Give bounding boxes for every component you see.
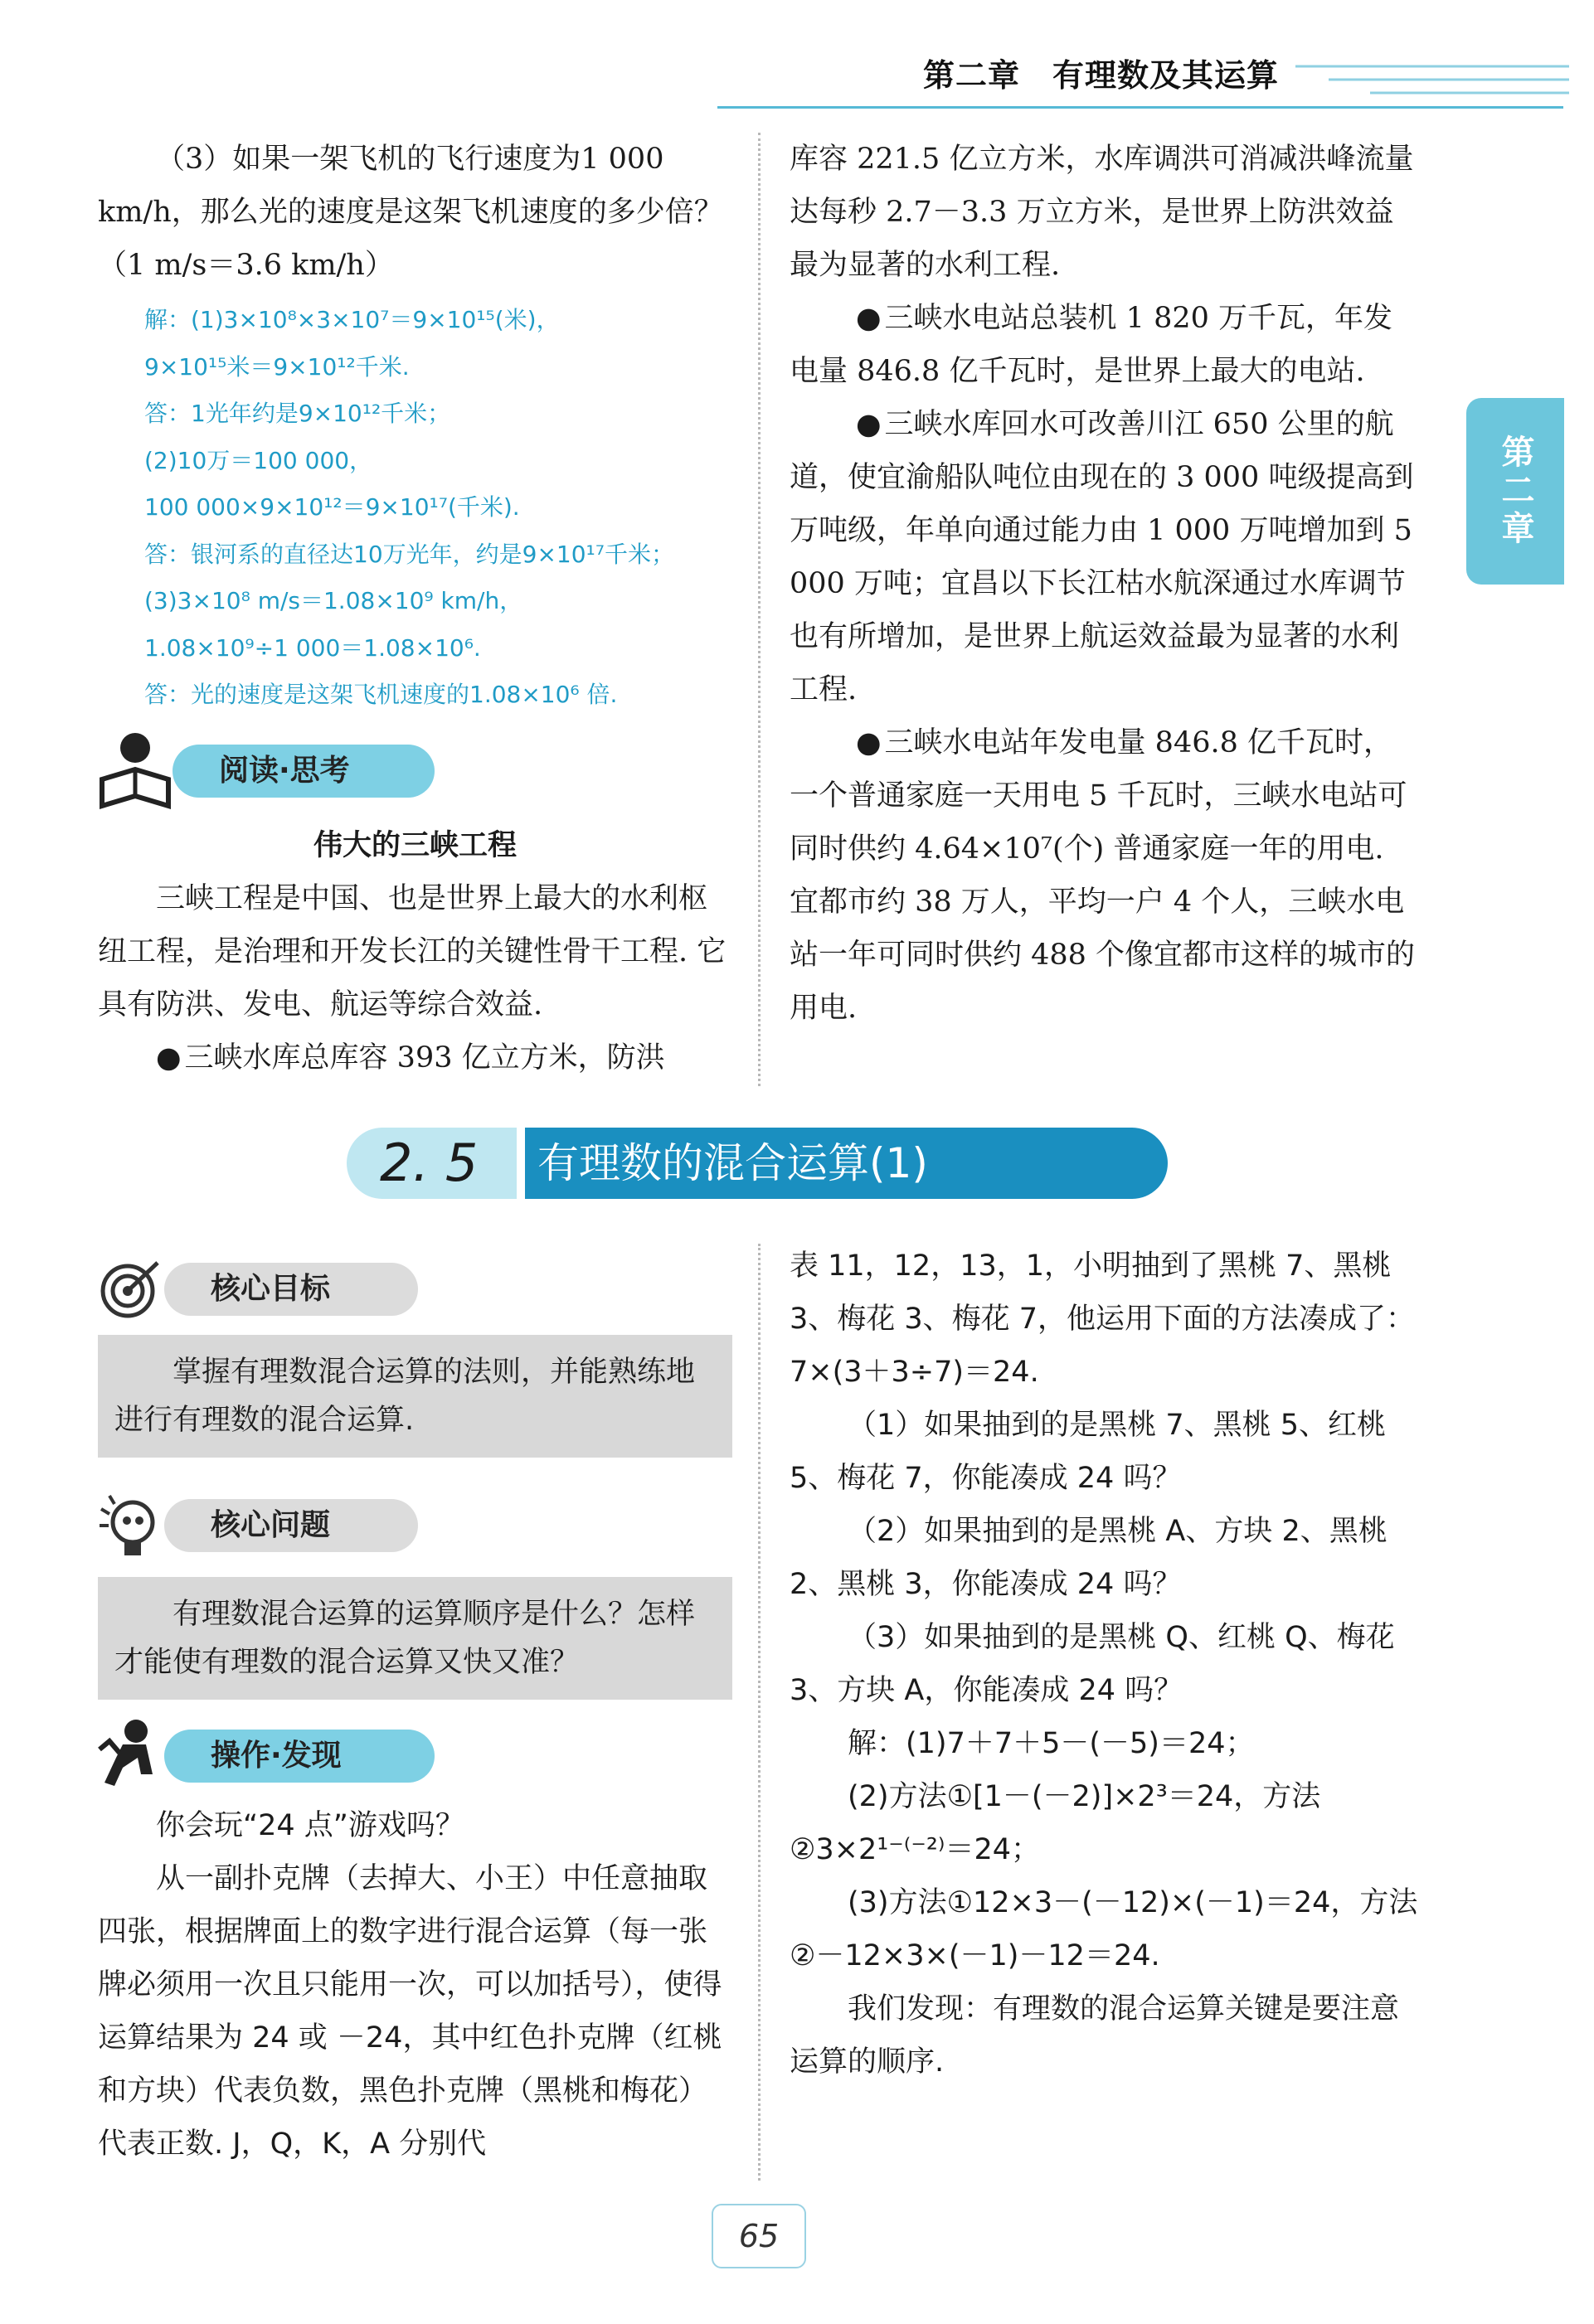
right-bullet-paragraph xyxy=(790,292,1420,398)
right-paragraph: 库容 221.5 亿立方米，水库调洪可消减洪峰流量达每秒 2.7－3.3 万立方米，是世界上防洪效益最为显著的水利工程. xyxy=(790,143,1414,282)
card-question-2: （2）如果抽到的是黑桃 A、方块 2、黑桃 2、黑桃 3，你能凑成 24 吗？ xyxy=(790,1515,1387,1601)
right-top-column xyxy=(790,133,1420,1035)
thinking-person-icon xyxy=(98,1716,164,1791)
answer-line: 9×10¹⁵米＝9×10¹²千米. xyxy=(144,352,410,381)
target-icon xyxy=(98,1256,164,1322)
chapter-side-tab: 第二章 xyxy=(1466,398,1564,585)
lightbulb-icon xyxy=(98,1492,164,1563)
solution-3: (3)方法①12×3－(－12)×(－1)＝24，方法②－12×3×(－1)－12＝24. xyxy=(790,1886,1418,1972)
reading-paragraph: 三峡工程是中国、也是世界上最大的水利枢纽工程，是治理和开发长江的关键性骨干工程. 它具有防洪、发电、航运等综合效益. xyxy=(98,882,727,1021)
answer-line: (3)3×10⁸ m/s＝1.08×10⁹ km/h， xyxy=(144,587,523,614)
card-question-3: （3）如果抽到的是黑桃 Q、红桃 Q、梅花 3、方块 A，你能凑成 24 吗？ xyxy=(790,1621,1395,1707)
bullet-text: ● 三峡水电站年发电量 846.8 亿千瓦时，一个普通家庭一天用电 5 千瓦时，三峡水电站可同时供约 4.64×10⁷(个) 普通家庭一年的用电. 宜都市约 38 万人，平均一户 4 个人，三峡水电站一年可同时供约 488 个像宜都市这样的城市的用电. xyxy=(790,726,1415,1025)
section-banner xyxy=(347,1128,1168,1199)
column-divider-top xyxy=(758,133,761,1086)
operate-badge: 操作·发现 xyxy=(164,1730,435,1783)
conclusion: 我们发现：有理数的混合运算关键是要注意运算的顺序. xyxy=(790,1992,1400,2079)
reading-bullet xyxy=(98,1031,732,1084)
answer-line: 1.08×10⁹÷1 000＝1.08×10⁶. xyxy=(144,633,481,662)
bullet-text: ● 三峡水电站总装机 1 820 万千瓦，年发电量 846.8 亿千瓦时，是世界上最大的电站. xyxy=(790,302,1392,388)
goal-text: 掌握有理数混合运算的法则，并能熟练地进行有理数的混合运算. xyxy=(114,1356,696,1437)
game-description xyxy=(98,1799,732,2171)
goal-badge: 核心目标 xyxy=(164,1263,418,1316)
right-bullet-paragraph xyxy=(790,716,1420,1035)
game-question: 你会玩“24 点”游戏吗？ xyxy=(156,1809,464,1842)
answer-line: (2)10万＝100 000， xyxy=(144,446,373,474)
bullet-text: ● 三峡水库回水可改善川江 650 公里的航道，使宜渝船队吨位由现在的 3 000 吨级提高到万吨级，年单向通过能力由 1 000 万吨增加到 5 000 万吨；宜昌以下长江枯水航深通过水库调节也有所增加，是世界上航运效益最为显著的水利工程. xyxy=(790,408,1413,706)
right-bottom-column xyxy=(790,1240,1420,2089)
chapter-header-title: 第二章 有理数及其运算 xyxy=(922,57,1279,94)
question-3: （3）如果一架飞机的飞行速度为1 000 km/h，那么光的速度是这架飞机速度的多少倍？（1 m/s＝3.6 km/h） xyxy=(98,143,723,282)
answer-line: 解：(1)3×10⁸×3×10⁷＝9×10¹⁵(米)， xyxy=(144,306,560,333)
answer-block xyxy=(98,297,732,719)
question-text: 有理数混合运算的运算顺序是什么？怎样才能使有理数的混合运算又快又准？ xyxy=(114,1598,696,1679)
header-underline xyxy=(717,106,1563,109)
game-rules: 从一副扑克牌（去掉大、小王）中任意抽取四张，根据牌面上的数字进行混合运算（每一张牌必须用一次且只能用一次，可以加括号），使得运算结果为 24 或 －24，其中红色扑克牌（红桃和方块）代表负数，黑色扑克牌（黑桃和梅花）代表正数. J，Q，K，A 分别代 xyxy=(98,1862,722,2161)
reading-person-icon xyxy=(98,730,173,813)
reading-title: 伟大的三峡工程 xyxy=(313,828,517,862)
bullet-text: ● 三峡水库总库容 393 亿立方米，防洪 xyxy=(156,1041,665,1075)
header-decoration-lines xyxy=(1295,56,1569,106)
solution-1: 解：(1)7＋7＋5－(－5)＝24； xyxy=(848,1727,1255,1760)
reading-article xyxy=(98,819,732,1084)
right-bullet-paragraph xyxy=(790,398,1420,716)
reading-badge: 阅读·思考 xyxy=(173,745,435,798)
answer-line: 答：光的速度是这架飞机速度的1.08×10⁶ 倍. xyxy=(144,681,618,708)
section-number: 2. 5 xyxy=(380,1133,479,1193)
question-box xyxy=(98,1577,732,1700)
left-top-column xyxy=(98,133,732,719)
answer-line: 答：1光年约是9×10¹²千米； xyxy=(144,400,451,427)
solution-2: (2)方法①[1－(－2)]×2³＝24，方法②3×2¹⁻⁽⁻²⁾＝24； xyxy=(790,1780,1321,1866)
question-badge: 核心问题 xyxy=(164,1499,418,1552)
card-intro: 表 11，12，13，1，小明抽到了黑桃 7、黑桃 3、梅花 3、梅花 7，他运用下面的方法凑成了：7×(3＋3÷7)＝24. xyxy=(790,1249,1416,1389)
page-number: 65 xyxy=(712,2204,806,2268)
section-separator xyxy=(517,1128,525,1199)
column-divider-bottom xyxy=(758,1244,761,2181)
answer-line: 答：银河系的直径达10万光年，约是9×10¹⁷千米； xyxy=(144,540,674,568)
goal-box xyxy=(98,1335,732,1458)
answer-line: 100 000×9×10¹²＝9×10¹⁷(千米). xyxy=(144,493,520,521)
card-question-1: （1）如果抽到的是黑桃 7、黑桃 5、红桃 5、梅花 7，你能凑成 24 吗？ xyxy=(790,1409,1387,1495)
section-title: 有理数的混合运算(1) xyxy=(537,1139,928,1187)
